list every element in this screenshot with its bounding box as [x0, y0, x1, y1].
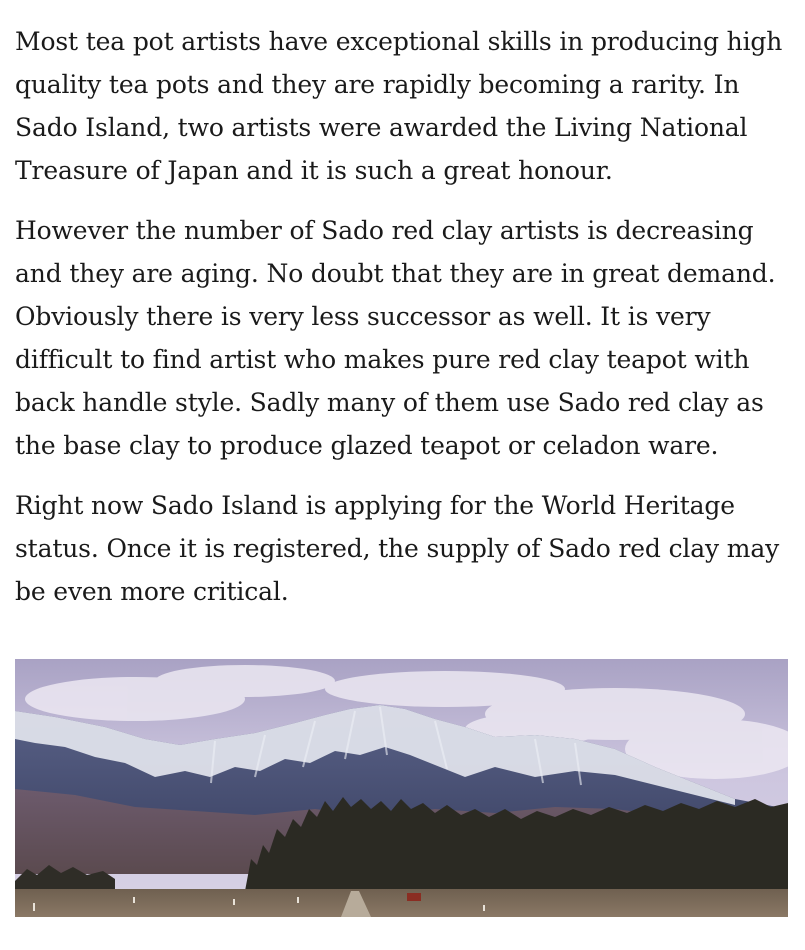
- landscape-illustration: [15, 659, 788, 917]
- article-body: [15, 20, 790, 613]
- field: [15, 889, 788, 917]
- paragraph-artists: Most tea pot artists have exceptional skills in producing high quality tea pots and they are rapidly becoming a rarity. In Sado Island, two artists were awarded the Living National Treasure of Japan and it is such a great honour.: [15, 27, 783, 185]
- tractor: [407, 893, 421, 901]
- paragraph-world-heritage: Right now Sado Island is applying for the World Heritage status. Once it is registered, the supply of Sado red clay may be even more critical.: [15, 491, 780, 606]
- paragraph-decline: However the number of Sado red clay artists is decreasing and they are aging. No doubt that they are in great demand. Obviously there is very less successor as well. It is very difficult to find artist who makes pure red clay teapot with back handle style. Sadly many of them use Sado red clay as the base clay to produce glazed teapot or celadon ware.: [15, 216, 776, 460]
- mountain-landscape-photo: [15, 659, 788, 917]
